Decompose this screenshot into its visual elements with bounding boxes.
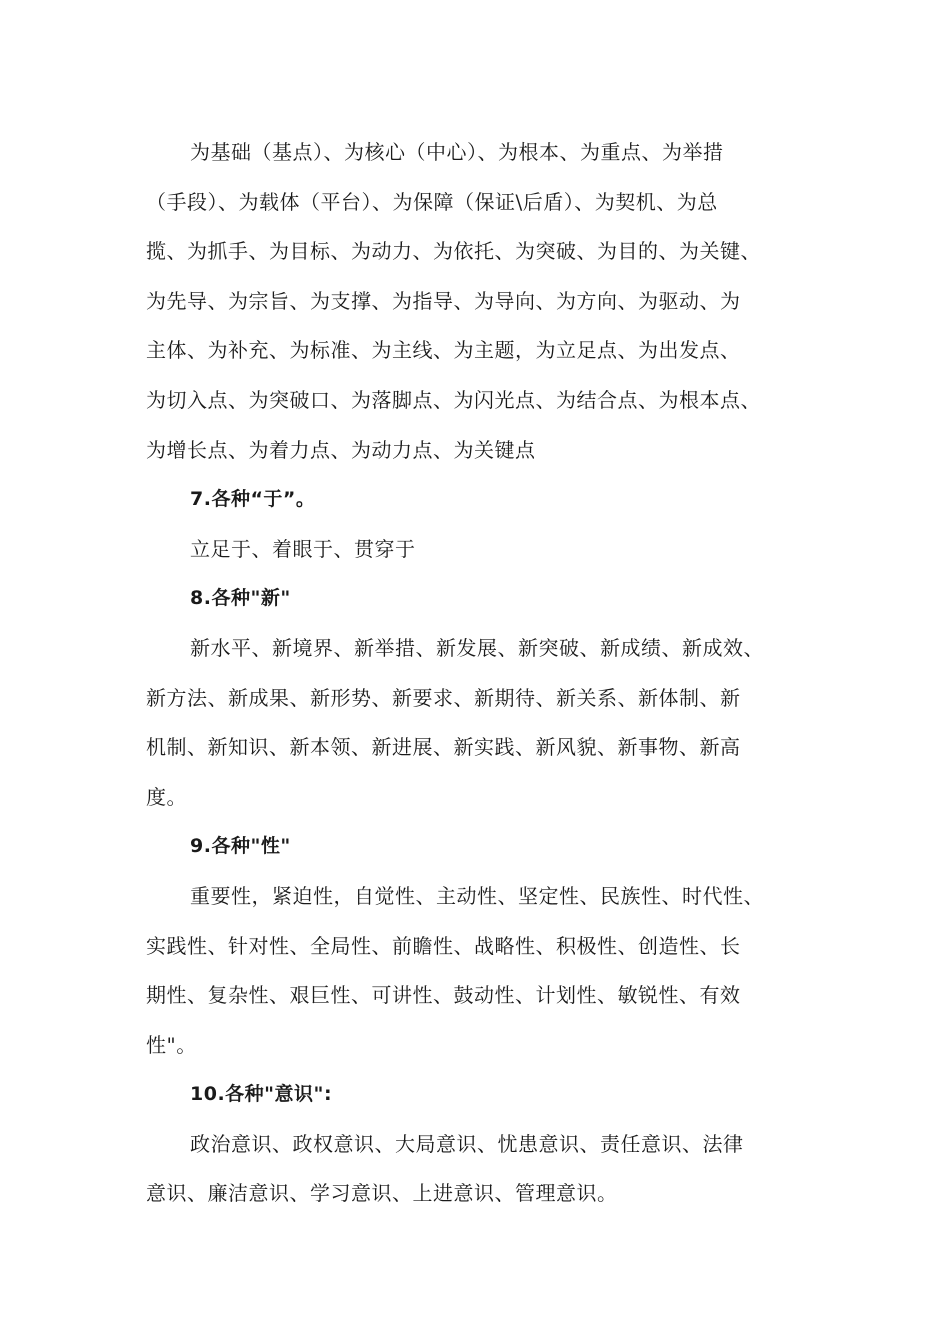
text-line: 为切入点、为突破口、为落脚点、为闪光点、为结合点、为根本点、 [146,387,761,412]
text-line: 为基础（基点）、为核心（中心）、为根本、为重点、为举措 [190,140,724,164]
section-1-paragraph [146,128,826,475]
section-10-paragraph [146,1120,826,1219]
text-line: 期性、复杂性、艰巨性、可讲性、鼓动性、计划性、敏锐性、有效 [146,983,741,1008]
section-heading-10: 10.各种"意识": [190,1083,333,1106]
text-line: 主体、为补充、为标准、为主线、为主题，为立足点、为出发点、 [146,338,741,363]
text-line: 为增长点、为着力点、为动力点、为关键点 [146,437,536,462]
text-line: 性"。 [146,1032,197,1057]
section-heading-8: 8.各种"新" [190,587,291,610]
text-line: （手段）、为载体（平台）、为保障（保证\后盾）、为契机、为总 [146,189,718,214]
text-line: 意识、廉洁意识、学习意识、上进意识、管理意识。 [146,1181,618,1206]
section-7-paragraph [146,525,826,575]
text-line: 新水平、新境界、新举措、新发展、新突破、新成绩、新成效、 [190,635,764,660]
text-line: 立足于、着眼于、贯穿于 [190,536,416,561]
text-line: 新方法、新成果、新形势、新要求、新期待、新关系、新体制、新 [146,685,741,710]
text-line: 实践性、针对性、全局性、前瞻性、战略性、积极性、创造性、长 [146,933,741,958]
text-line: 为先导、为宗旨、为支撑、为指导、为导向、为方向、为驱动、为 [146,288,741,313]
section-heading-7: 7.各种“于”。 [190,488,316,511]
text-line: 揽、为抓手、为目标、为动力、为依托、为突破、为目的、为关键、 [146,239,761,264]
text-line: 政治意识、政权意识、大局意识、忧患意识、责任意识、法律 [190,1131,744,1156]
document-page [146,128,826,1219]
section-9-paragraph [146,872,826,1070]
section-8-paragraph [146,624,826,822]
text-line: 重要性，紧迫性，自觉性、主动性、坚定性、民族性、时代性、 [190,883,764,908]
text-line: 机制、新知识、新本领、新进展、新实践、新风貌、新事物、新高 [146,735,741,760]
section-heading-9: 9.各种"性" [190,835,291,858]
text-line: 度。 [146,784,187,809]
